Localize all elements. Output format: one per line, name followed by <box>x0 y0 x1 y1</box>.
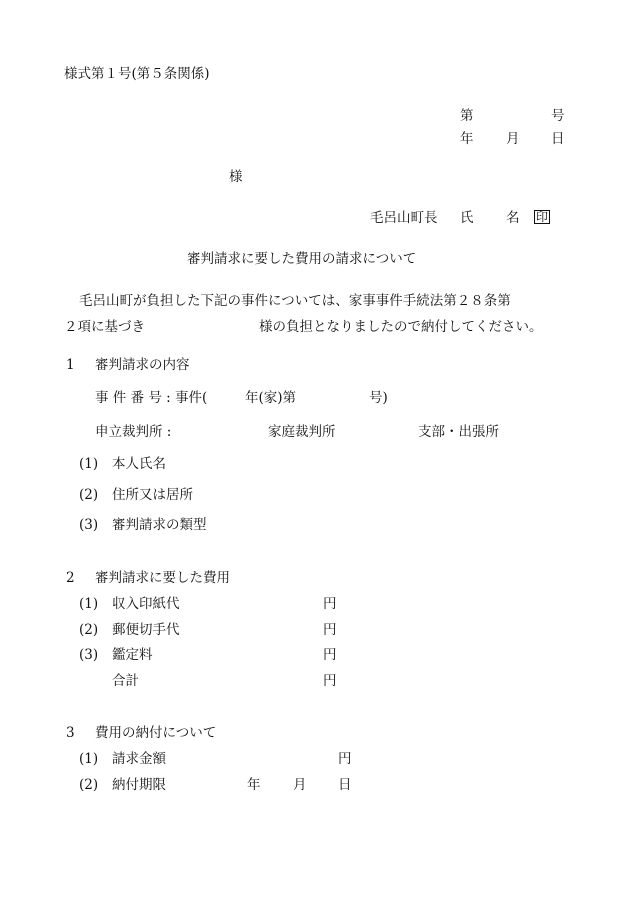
s1-item2-label: 住所又は居所 <box>112 487 193 503</box>
s3-amount-label: 請求金額 <box>112 751 166 767</box>
section1-num: 1 <box>66 357 75 373</box>
section2-num: 2 <box>66 570 75 586</box>
court-branch: 支部・出張所 <box>418 424 499 440</box>
seal-mark: 印 <box>536 210 549 224</box>
s2-total-unit: 円 <box>323 673 337 689</box>
section1-heading: 審判請求の内容 <box>95 357 190 373</box>
s2-item1-label: 収入印紙代 <box>112 596 180 612</box>
s3-amount-unit: 円 <box>338 751 352 767</box>
s2-total-label: 合計 <box>112 673 139 689</box>
case-number-year: 年(家)第 <box>245 390 297 406</box>
date-day: 日 <box>551 131 565 147</box>
body-line-1: 毛呂山町が負担した下記の事件については、家事事件手続法第２８条第 <box>79 293 511 309</box>
s1-item1-num: (1) <box>79 456 99 472</box>
s2-item3-label: 鑑定料 <box>112 647 153 663</box>
section3-heading: 費用の納付について <box>95 725 217 741</box>
s1-item2-num: (2) <box>79 487 99 503</box>
date-month: 月 <box>506 131 520 147</box>
issuer-name-label-2: 名 <box>506 210 520 226</box>
s1-item3-label: 審判請求の類型 <box>112 517 207 533</box>
court-family: 家庭裁判所 <box>268 424 336 440</box>
s2-item1-unit: 円 <box>323 596 337 612</box>
section2-heading: 審判請求に要した費用 <box>95 570 230 586</box>
s2-item2-unit: 円 <box>323 622 337 638</box>
s2-item3-unit: 円 <box>323 647 337 663</box>
case-number-label: 事 件 番 号 : 事件( <box>95 390 208 406</box>
form-label: 様式第１号(第５条関係) <box>64 66 210 82</box>
date-year: 年 <box>460 131 474 147</box>
document-subject: 審判請求に要した費用の請求について <box>187 251 417 267</box>
body-line-2b: 様の負担となりましたので納付してください。 <box>259 319 543 335</box>
doc-number-dai: 第 <box>460 108 474 124</box>
s2-item1-num: (1) <box>79 596 99 612</box>
issuer-name-label-1: 氏 <box>460 210 474 226</box>
s1-item1-label: 本人氏名 <box>112 456 166 472</box>
s3-deadline-label: 納付期限 <box>112 777 166 793</box>
s3-deadline-year: 年 <box>247 777 261 793</box>
s3-deadline-num: (2) <box>79 777 99 793</box>
s2-item2-label: 郵便切手代 <box>112 622 180 638</box>
s3-amount-num: (1) <box>79 751 99 767</box>
s2-item2-num: (2) <box>79 622 99 638</box>
issuer-title: 毛呂山町長 <box>370 210 438 226</box>
court-label: 申立裁判所 : <box>95 424 172 440</box>
section3-num: 3 <box>66 725 75 741</box>
s3-deadline-day: 日 <box>338 777 352 793</box>
s2-item3-num: (3) <box>79 647 99 663</box>
case-number-go: 号) <box>369 390 388 406</box>
s3-deadline-month: 月 <box>293 777 307 793</box>
s1-item3-num: (3) <box>79 517 99 533</box>
doc-number-go: 号 <box>551 108 565 124</box>
addressee-suffix: 様 <box>229 169 243 185</box>
body-line-2a: ２項に基づき <box>64 319 145 335</box>
